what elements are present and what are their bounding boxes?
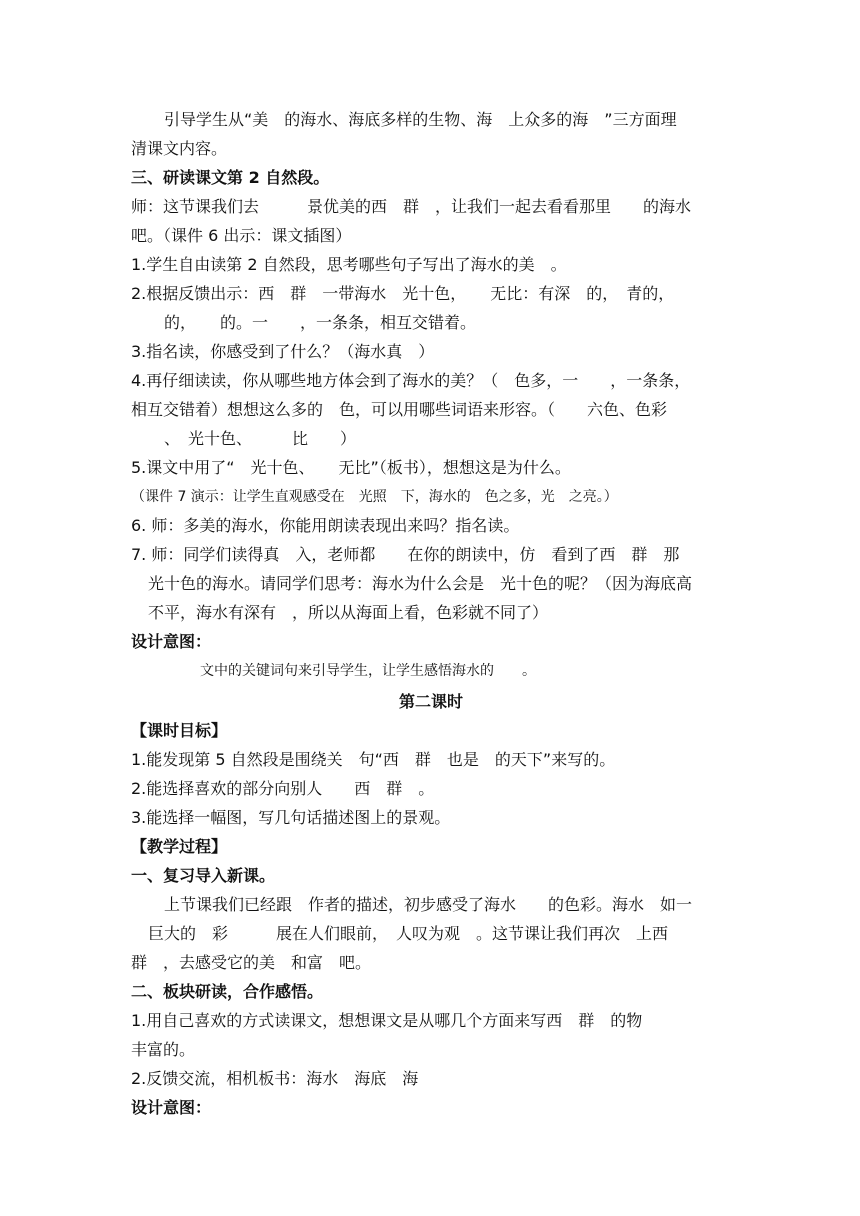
paragraph-line: 上节课我们已经跟 作者的描述，初步感受了海水 的色彩。海水 如一 bbox=[164, 895, 693, 914]
design-intent-text: 文中的关键词句来引导学生，让学生感悟海水的 。 bbox=[200, 663, 536, 679]
list-item-continuation: 、 光十色、 比 ） bbox=[148, 429, 357, 448]
paragraph-line: 吧。（课件 6 出示：课文插图） bbox=[131, 226, 352, 245]
list-item-continuation: 光十色的海水。请同学们思考：海水为什么会是 光十色的呢？（因为海底高 bbox=[148, 574, 693, 593]
list-item-continuation: 丰富的。 bbox=[131, 1040, 196, 1059]
list-item: 2.根据反馈出示：西 群 一带海水 光十色， 无比：有深 的， 青的， bbox=[131, 284, 675, 303]
list-item: 2.能选择喜欢的部分向别人 西 群 。 bbox=[131, 779, 435, 798]
paragraph-line: 群 ，去感受它的美 和富 吧。 bbox=[131, 953, 372, 972]
paragraph-line: 清课文内容。 bbox=[131, 139, 228, 158]
list-item: 7. 师：同学们读得真 入，老师都 在你的朗读中，仿 看到了西 群 那 bbox=[131, 545, 680, 564]
list-item: 1.能发现第 5 自然段是围绕关 句“西 群 也是 的天下”来写的。 bbox=[131, 750, 616, 769]
list-item-continuation: 不平，海水有深有 ，所以从海面上看，色彩就不同了） bbox=[148, 603, 549, 622]
section-heading: 一、复习导入新课。 bbox=[131, 866, 276, 885]
section-heading: 【教学过程】 bbox=[131, 837, 228, 856]
list-item-continuation: 的， 的。一 ，一条条，相互交错着。 bbox=[148, 313, 477, 332]
list-item: 6. 师：多美的海水，你能用朗读表现出来吗？指名读。 bbox=[131, 516, 520, 535]
list-item-continuation: 相互交错着）想想这么多的 色，可以用哪些词语来形容。（ 六色、色彩 bbox=[131, 400, 668, 419]
courseware-note: （课件 7 演示：让学生直观感受在 光照 下，海水的 色之多，光 之亮。） bbox=[131, 489, 618, 505]
list-item: 5.课文中用了“ 光十色、 无比”（板书），想想这是为什么。 bbox=[131, 458, 571, 477]
paragraph-line: 巨大的 彩 展在人们眼前， 人叹为观 。这节课让我们再次 上西 bbox=[148, 924, 669, 943]
design-intent-label: 设计意图： bbox=[131, 1098, 212, 1117]
list-item: 3.指名读，你感受到了什么？（海水真 ） bbox=[131, 342, 435, 361]
lesson-title: 第二课时 bbox=[398, 692, 463, 711]
list-item: 1.用自己喜欢的方式读课文，想想课文是从哪几个方面来写西 群 的物 bbox=[131, 1011, 643, 1030]
paragraph-line: 师：这节课我们去 景优美的西 群 ，让我们一起去看看那里 的海水 bbox=[131, 197, 692, 216]
section-heading: 三、研读课文第 2 自然段。 bbox=[131, 168, 330, 187]
list-item: 3.能选择一幅图，写几句话描述图上的景观。 bbox=[131, 808, 451, 827]
list-item: 4.再仔细读读，你从哪些地方体会到了海水的美？（ 色多，一 ，一条条， bbox=[131, 371, 691, 390]
section-heading: 【课时目标】 bbox=[131, 721, 228, 740]
list-item: 2.反馈交流，相机板书：海水 海底 海 bbox=[131, 1069, 419, 1088]
list-item: 1.学生自由读第 2 自然段，思考哪些句子写出了海水的美 。 bbox=[131, 255, 567, 274]
design-intent-label: 设计意图： bbox=[131, 632, 212, 651]
section-heading: 二、板块研读，合作感悟。 bbox=[131, 982, 324, 1001]
paragraph-line: 引导学生从“美 的海水、海底多样的生物、海 上众多的海 ”三方面理 bbox=[164, 110, 677, 129]
